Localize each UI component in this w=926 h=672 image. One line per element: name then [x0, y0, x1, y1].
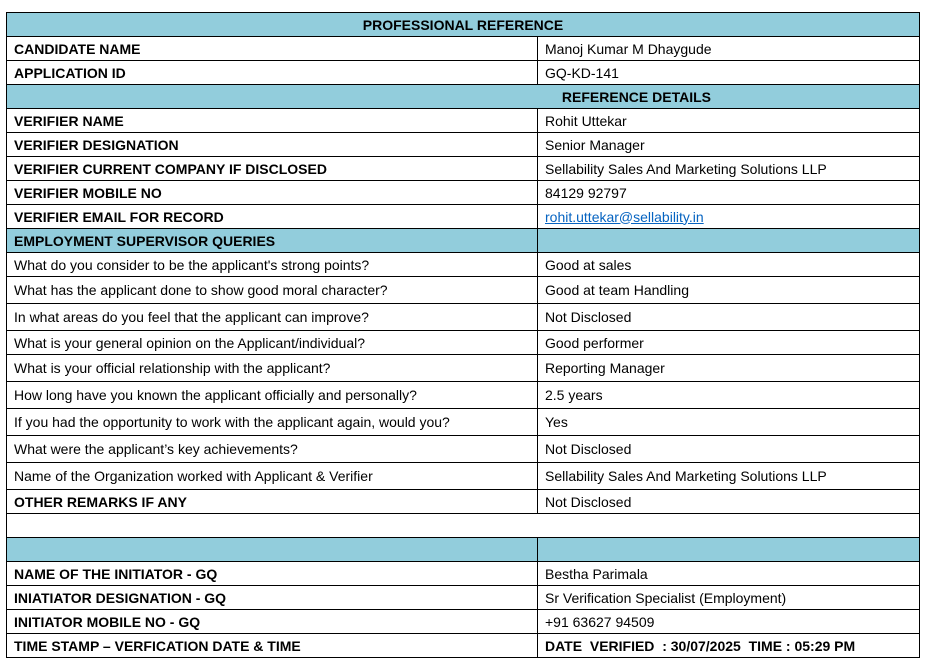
verifier-company-label: VERIFIER CURRENT COMPANY IF DISCLOSED [7, 157, 538, 181]
query-answer: Reporting Manager [538, 355, 920, 382]
verifier-email-cell [538, 205, 920, 229]
blank-row [7, 514, 920, 538]
candidate-name-value: Manoj Kumar M Dhaygude [538, 37, 920, 61]
verifier-mobile-label: VERIFIER MOBILE NO [7, 181, 538, 205]
initiator-name-label: NAME OF THE INITIATOR - GQ [7, 562, 538, 586]
application-id-row [7, 61, 920, 85]
queries-header: EMPLOYMENT SUPERVISOR QUERIES [7, 229, 538, 253]
query-row [7, 409, 920, 436]
verifier-designation-value: Senior Manager [538, 133, 920, 157]
verifier-email-row [7, 205, 920, 229]
application-id-label: APPLICATION ID [7, 61, 538, 85]
sheet-title: PROFESSIONAL REFERENCE [7, 13, 920, 37]
blank-cell [7, 514, 920, 538]
reference-details-row [7, 85, 920, 109]
query-row [7, 382, 920, 409]
query-answer: 2.5 years [538, 382, 920, 409]
application-id-value: GQ-KD-141 [538, 61, 920, 85]
query-question: What were the applicant’s key achievements? [7, 436, 538, 463]
verifier-email-label: VERIFIER EMAIL FOR RECORD [7, 205, 538, 229]
query-answer: Yes [538, 409, 920, 436]
verifier-designation-row [7, 133, 920, 157]
initiator-mobile-value: +91 63627 94509 [538, 610, 920, 634]
query-row [7, 331, 920, 355]
reference-details-header: REFERENCE DETAILS [7, 85, 920, 109]
query-row [7, 436, 920, 463]
query-answer: Not Disclosed [538, 304, 920, 331]
query-row [7, 304, 920, 331]
initiator-designation-value: Sr Verification Specialist (Employment) [538, 586, 920, 610]
query-question: What has the applicant done to show good moral character? [7, 277, 538, 304]
initiator-designation-label: INIATIATOR DESIGNATION - GQ [7, 586, 538, 610]
other-remarks-value: Not Disclosed [538, 490, 920, 514]
query-question: What is your official relationship with the applicant? [7, 355, 538, 382]
query-row [7, 277, 920, 304]
query-answer: Not Disclosed [538, 436, 920, 463]
timestamp-label: TIME STAMP – VERFICATION DATE & TIME [7, 634, 538, 658]
initiator-mobile-row [7, 610, 920, 634]
query-answer: Good performer [538, 331, 920, 355]
title-row [7, 13, 920, 37]
initiator-band-right [538, 538, 920, 562]
query-question: If you had the opportunity to work with the applicant again, would you? [7, 409, 538, 436]
verifier-company-value: Sellability Sales And Marketing Solutions LLP [538, 157, 920, 181]
initiator-name-row [7, 562, 920, 586]
query-answer: Good at team Handling [538, 277, 920, 304]
query-answer: Good at sales [538, 253, 920, 277]
verifier-name-value: Rohit Uttekar [538, 109, 920, 133]
query-question: Name of the Organization worked with Applicant & Verifier [7, 463, 538, 490]
initiator-mobile-label: INITIATOR MOBILE NO - GQ [7, 610, 538, 634]
reference-sheet [6, 12, 919, 658]
initiator-designation-row [7, 586, 920, 610]
verifier-email-link[interactable]: rohit.uttekar@sellability.in [545, 208, 704, 225]
other-remarks-label: OTHER REMARKS IF ANY [7, 490, 538, 514]
candidate-name-label: CANDIDATE NAME [7, 37, 538, 61]
query-answer: Sellability Sales And Marketing Solutions LLP [538, 463, 920, 490]
query-question: In what areas do you feel that the applicant can improve? [7, 304, 538, 331]
initiator-band-row [7, 538, 920, 562]
query-row [7, 253, 920, 277]
timestamp-row [7, 634, 920, 658]
queries-header-blank [538, 229, 920, 253]
timestamp-value: DATE VERIFIED : 30/07/2025 TIME : 05:29 PM [538, 634, 920, 658]
reference-table [6, 12, 920, 658]
verifier-designation-label: VERIFIER DESIGNATION [7, 133, 538, 157]
query-row [7, 355, 920, 382]
query-question: What is your general opinion on the Applicant/individual? [7, 331, 538, 355]
other-remarks-row [7, 490, 920, 514]
query-row [7, 463, 920, 490]
queries-header-row [7, 229, 920, 253]
verifier-name-row [7, 109, 920, 133]
candidate-name-row [7, 37, 920, 61]
query-question: What do you consider to be the applicant's strong points? [7, 253, 538, 277]
verifier-company-row [7, 157, 920, 181]
initiator-band-left [7, 538, 538, 562]
verifier-mobile-value: 84129 92797 [538, 181, 920, 205]
initiator-name-value: Bestha Parimala [538, 562, 920, 586]
query-question: How long have you known the applicant officially and personally? [7, 382, 538, 409]
verifier-name-label: VERIFIER NAME [7, 109, 538, 133]
verifier-mobile-row [7, 181, 920, 205]
